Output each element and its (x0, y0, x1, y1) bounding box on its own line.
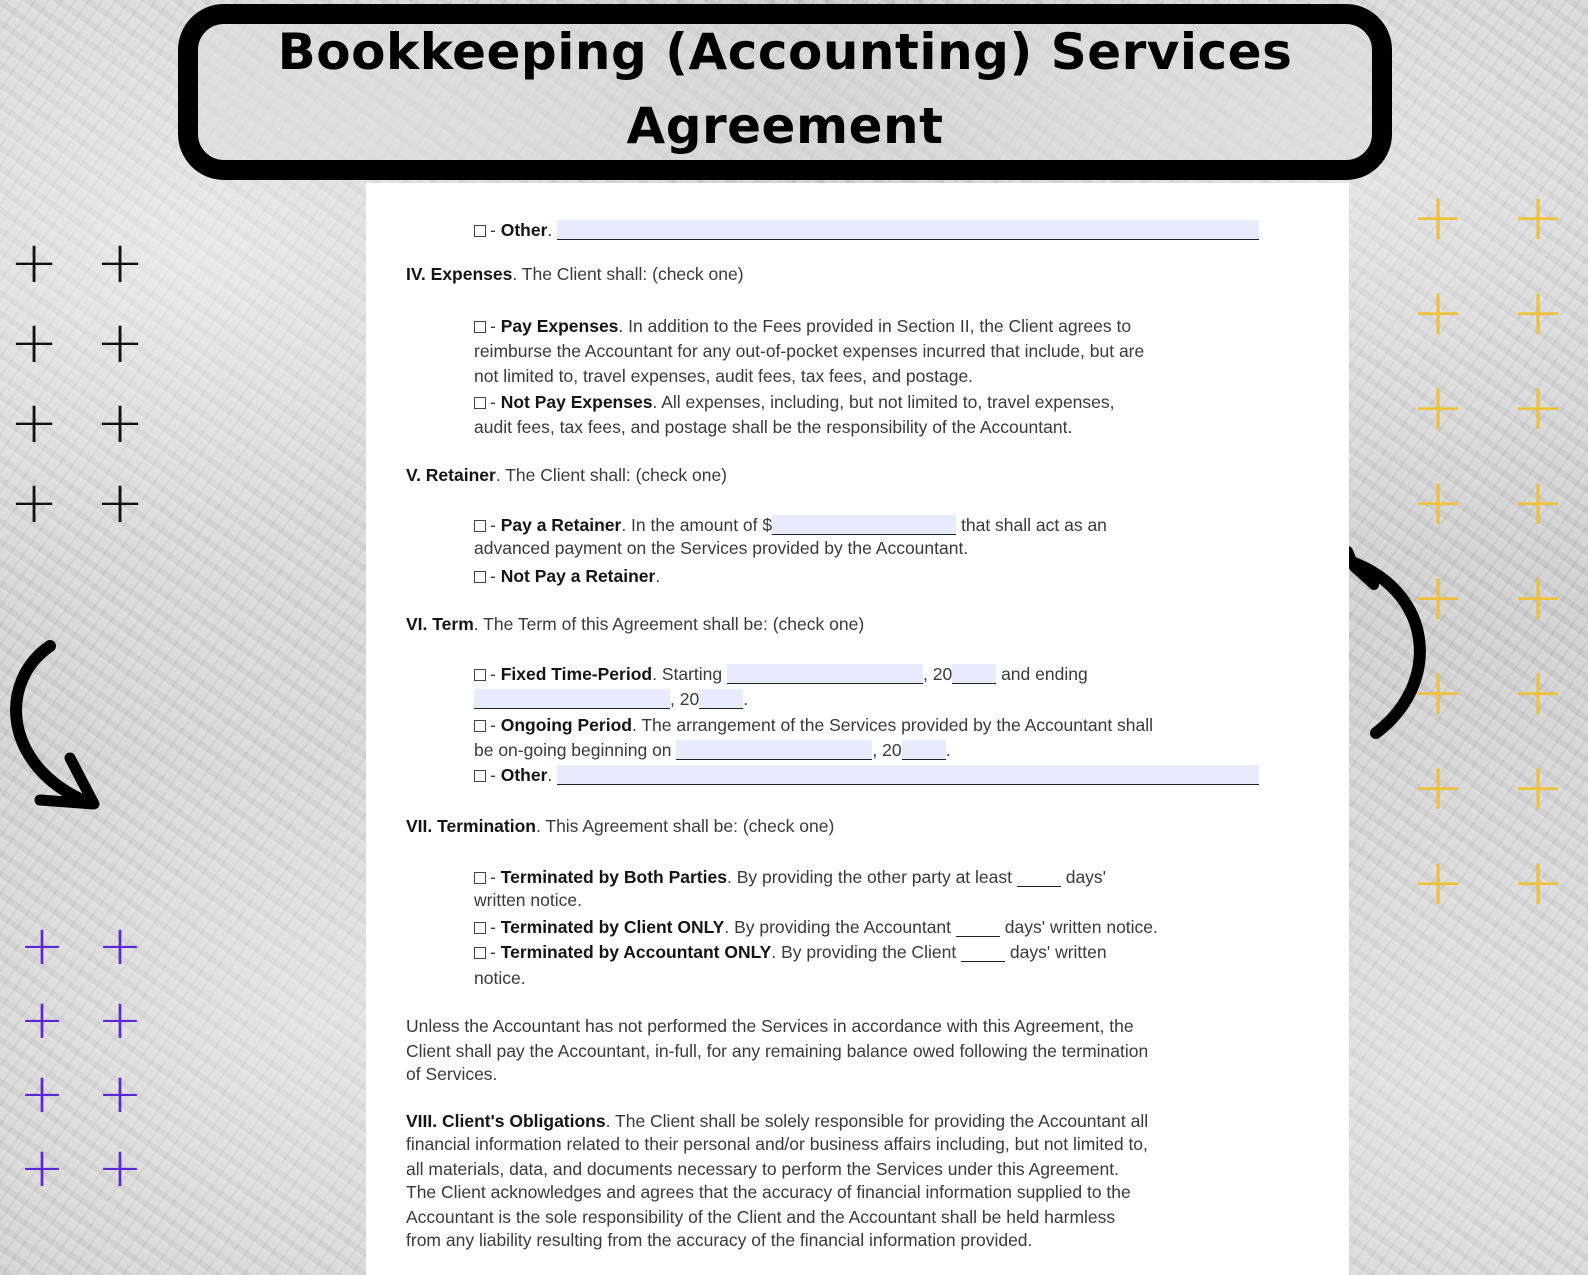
title-line-1: Bookkeeping (Accounting) Services (277, 23, 1293, 81)
plus-icon: + (9, 388, 59, 456)
plus-icon: + (1511, 561, 1565, 635)
title-banner (178, 4, 1392, 180)
plus-icon: + (1411, 656, 1465, 730)
checkbox-icon[interactable] (474, 321, 486, 333)
text-line: all materials, data, and documents necessary to perform the Services under this Agreement. (406, 1159, 1119, 1179)
plus-icon: + (1511, 846, 1565, 920)
retainer-amount-field[interactable] (772, 515, 956, 535)
text-line: written notice. (474, 890, 582, 910)
black-plus-decoration (6, 228, 148, 536)
text-line: of Services. (406, 1064, 498, 1084)
checkbox-icon[interactable] (474, 520, 486, 532)
text-line: Accountant is the sole responsibility of the Client and the Accountant shall be held harmless (406, 1207, 1116, 1227)
plus-icon: + (19, 1136, 65, 1199)
checkbox-icon[interactable] (474, 669, 486, 681)
ongoing-period-option: - Ongoing Period. The arrangement of the Services provided by the Accountant shall (474, 714, 1153, 736)
plus-icon: + (1411, 751, 1465, 825)
page-title (278, 15, 1293, 163)
text-line: financial information related to their personal and/or business affairs including, but not limited to, (406, 1134, 1148, 1154)
plus-icon: + (1511, 276, 1565, 350)
text-line: Unless the Accountant has not performed the Services in accordance with this Agreement, the (406, 1016, 1134, 1036)
plus-icon: + (97, 1062, 143, 1125)
plus-icon: + (95, 228, 145, 296)
title-line-2: Agreement (626, 97, 944, 155)
pay-retainer-option: - Pay a Retainer. In the amount of $ that shall act as an (474, 514, 1107, 536)
start-date-field[interactable] (727, 664, 923, 684)
text-line: reimburse the Accountant for any out-of-pocket expenses incurred that include, but are (474, 341, 1145, 361)
checkbox-icon[interactable] (474, 947, 486, 959)
yellow-plus-decoration (1406, 181, 1570, 920)
terminated-both-option: - Terminated by Both Parties. By providing the other party at least days' (474, 866, 1106, 888)
plus-icon: + (95, 468, 145, 536)
plus-icon: + (19, 914, 65, 977)
checkbox-icon[interactable] (474, 225, 486, 237)
checkbox-icon[interactable] (474, 571, 486, 583)
term-heading-line: VI. Term. The Term of this Agreement shall be: (check one) (406, 614, 865, 634)
plus-icon: + (1511, 656, 1565, 730)
term-other-option: - Other. (474, 764, 1259, 786)
pay-expenses-option: - Pay Expenses. In addition to the Fees provided in Section II, the Client agrees to (474, 315, 1131, 337)
curved-arrow-up-icon (1340, 545, 1430, 740)
text-line: from any liability resulting from the accuracy of the financial information provided. (406, 1230, 1033, 1250)
curved-arrow-down-icon (0, 640, 110, 820)
client-days-field[interactable] (956, 918, 1000, 937)
text-line: Client shall pay the Accountant, in-full, for any remaining balance owed following the termination (406, 1041, 1149, 1061)
term-other-field[interactable] (557, 765, 1259, 785)
text-line: notice. (474, 968, 526, 988)
agreement-document (366, 183, 1349, 1275)
plus-icon: + (97, 1136, 143, 1199)
terminated-client-option: - Terminated by Client ONLY. By providing the Accountant days' written notice. (474, 916, 1158, 938)
not-pay-retainer-option: - Not Pay a Retainer. (474, 565, 660, 587)
obligations-heading-line: VIII. Client's Obligations. The Client shall be solely responsible for providing the Accountant all (406, 1111, 1149, 1131)
plus-icon: + (1511, 751, 1565, 825)
plus-icon: + (97, 914, 143, 977)
checkbox-icon[interactable] (474, 872, 486, 884)
plus-icon: + (1411, 276, 1465, 350)
plus-icon: + (19, 988, 65, 1051)
plus-icon: + (1511, 466, 1565, 540)
plus-icon: + (1411, 371, 1465, 445)
text-line: audit fees, tax fees, and postage shall be the responsibility of the Accountant. (474, 417, 1073, 437)
ongoing-year-field[interactable] (902, 740, 946, 760)
plus-icon: + (95, 388, 145, 456)
plus-icon: + (1411, 561, 1465, 635)
plus-icon: + (95, 308, 145, 376)
end-date-field[interactable] (474, 689, 670, 709)
text-line: not limited to, travel expenses, audit fees, tax fees, and postage. (474, 366, 974, 386)
expenses-heading-line: IV. Expenses. The Client shall: (check one) (406, 264, 744, 284)
plus-icon: + (9, 228, 59, 296)
accountant-days-field[interactable] (961, 943, 1005, 962)
checkbox-icon[interactable] (474, 720, 486, 732)
other-option-top: - Other. (474, 219, 1259, 241)
terminated-accountant-option: - Terminated by Accountant ONLY. By providing the Client days' written (474, 941, 1107, 963)
checkbox-icon[interactable] (474, 922, 486, 934)
termination-heading-line: VII. Termination. This Agreement shall be: (check one) (406, 816, 835, 836)
plus-icon: + (97, 988, 143, 1051)
end-year-field[interactable] (699, 689, 743, 709)
not-pay-expenses-option: - Not Pay Expenses. All expenses, including, but not limited to, travel expenses, (474, 391, 1115, 413)
plus-icon: + (1411, 466, 1465, 540)
other-field[interactable] (557, 220, 1259, 240)
plus-icon: + (1511, 181, 1565, 255)
fixed-time-period-option: - Fixed Time-Period. Starting , 20 and ending (474, 663, 1088, 685)
start-year-field[interactable] (952, 664, 996, 684)
retainer-heading-line: V. Retainer. The Client shall: (check one) (406, 465, 728, 485)
checkbox-icon[interactable] (474, 397, 486, 409)
plus-icon: + (9, 468, 59, 536)
purple-plus-decoration (14, 916, 148, 1198)
plus-icon: + (1511, 371, 1565, 445)
plus-icon: + (1411, 846, 1465, 920)
end-date-line: , 20 . (474, 688, 748, 710)
text-line: The Client acknowledges and agrees that the accuracy of financial information supplied to the (406, 1182, 1131, 1202)
ongoing-start-line: be on-going beginning on , 20 . (474, 740, 951, 760)
ongoing-start-date-field[interactable] (676, 740, 872, 760)
plus-icon: + (19, 1062, 65, 1125)
text-line: advanced payment on the Services provided by the Accountant. (474, 538, 969, 558)
plus-icon: + (1411, 181, 1465, 255)
plus-icon: + (9, 308, 59, 376)
checkbox-icon[interactable] (474, 770, 486, 782)
both-days-field[interactable] (1017, 868, 1061, 887)
